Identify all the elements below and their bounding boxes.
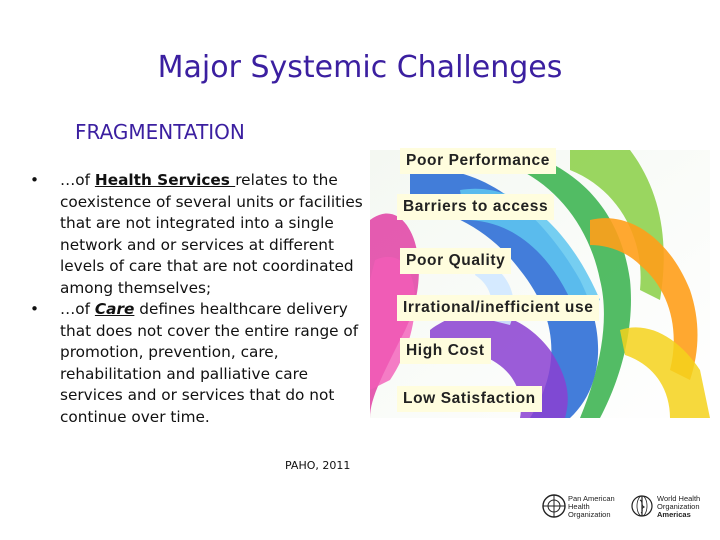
section-heading: FRAGMENTATION: [75, 120, 245, 144]
bullet-text: defines healthcare delivery that does not cover the entire range of promotion, prevention, care, rehabilitation and palliative care services and or services that do not continue over time.: [60, 300, 359, 426]
source-citation: PAHO, 2011: [285, 459, 351, 472]
challenge-label-barriers-to-access: Barriers to access: [397, 194, 554, 220]
slide-title: Major Systemic Challenges: [157, 50, 563, 85]
challenge-label-poor-quality: Poor Quality: [400, 248, 511, 274]
paho-line-1: Pan American: [568, 494, 615, 503]
who-logo-text: [657, 495, 700, 519]
bullet-emphasis-health-services: Health Services: [94, 171, 236, 189]
organization-logos: [540, 490, 712, 526]
bullet-item-care: [32, 299, 372, 428]
bullet-emphasis-care: Care: [94, 300, 135, 318]
challenge-label-high-cost: High Cost: [400, 338, 491, 364]
who-emblem-icon: [630, 494, 654, 518]
bullet-prefix: …of: [60, 171, 95, 189]
bullet-list: [32, 170, 372, 428]
bullet-text: relates to the coexistence of several units or facilities that are not integrated into a single network and or services at different levels of care that are not coordinated among themselves;: [60, 171, 363, 297]
who-line-1: World Health: [657, 494, 701, 503]
paho-line-2: Health: [568, 502, 590, 511]
paho-emblem-icon: [542, 494, 566, 518]
bullet-marker: •: [30, 300, 40, 318]
who-region: Americas: [657, 510, 691, 519]
ribbon-artwork-image: [370, 150, 710, 418]
bullet-marker: •: [30, 171, 40, 189]
bullet-item-health-services: [32, 170, 372, 299]
challenge-label-poor-performance: Poor Performance: [400, 148, 556, 174]
bullet-prefix: …of: [60, 300, 95, 318]
challenge-label-irrational-use: Irrational/inefficient use: [397, 295, 599, 321]
who-line-2: Organization: [657, 502, 700, 511]
paho-logo-text: [568, 495, 615, 519]
paho-line-3: Organization: [568, 510, 611, 519]
challenge-label-low-satisfaction: Low Satisfaction: [397, 386, 542, 412]
